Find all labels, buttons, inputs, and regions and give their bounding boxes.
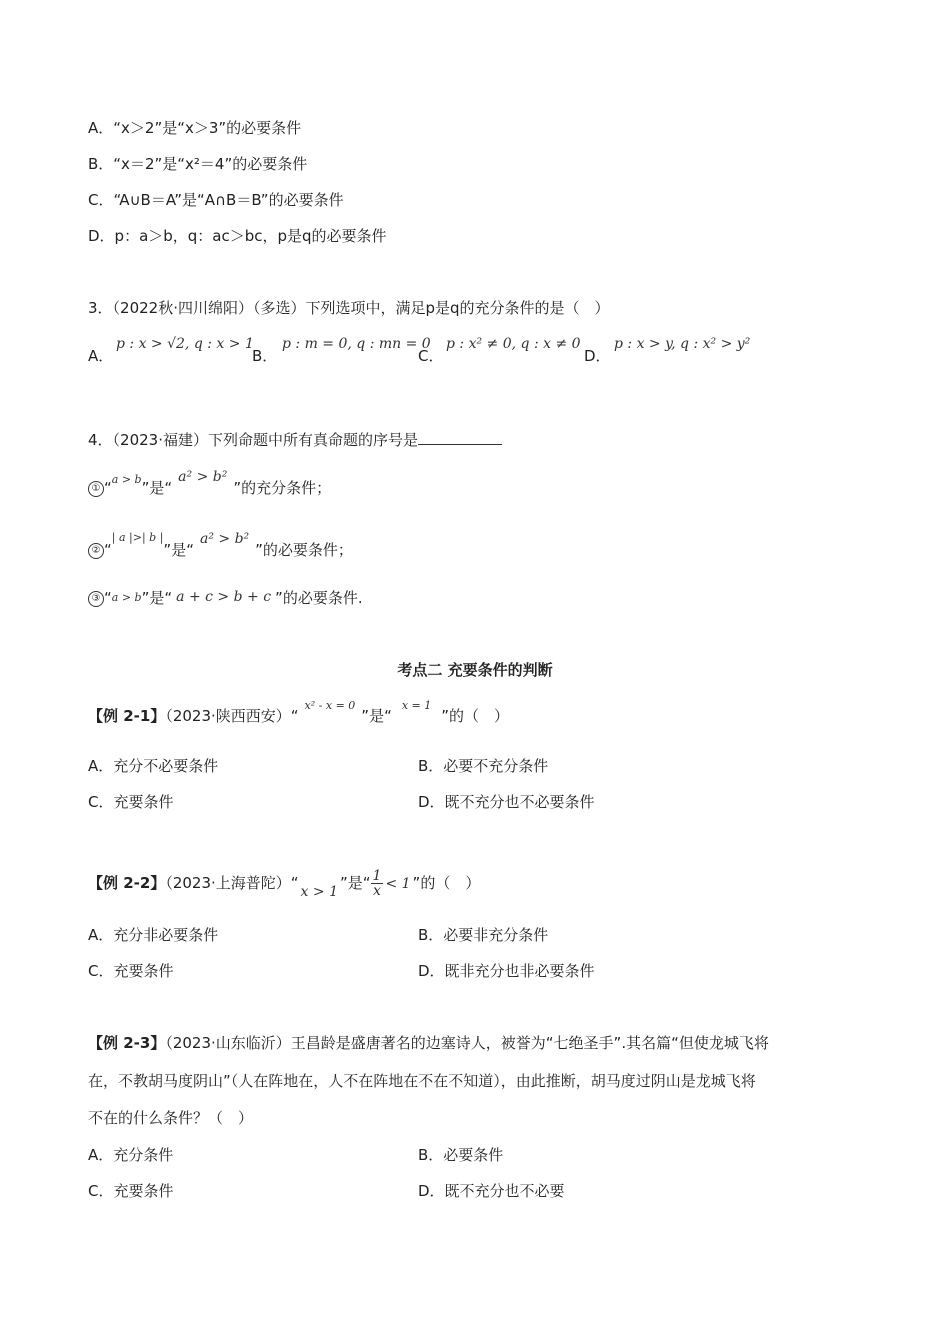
item-number: ②	[88, 543, 104, 559]
q3-option-d-math: p : x > y, q : x² > y²	[614, 336, 751, 352]
math-a-plus-c: a + c > b + c	[176, 589, 272, 605]
connector-text: ”是“	[339, 874, 371, 892]
example-2-2-option-c: C．充要条件	[88, 962, 174, 980]
connector-text: 是“	[149, 479, 173, 497]
example-2-1-option-a: A．充分不必要条件	[88, 757, 219, 775]
q3-option-d-label: D．	[584, 347, 611, 365]
example-2-3-option-a: A．充分条件	[88, 1146, 174, 1164]
math-lt-1: < 1	[385, 876, 411, 892]
example-2-3-option-b: B．必要条件	[418, 1146, 504, 1164]
q2-option-b: B．“x＝2”是“x²＝4”的必要条件	[88, 155, 308, 173]
example-2-1-option-c: C．充要条件	[88, 793, 174, 811]
q3-option-c-math: p : x² ≠ 0, q : x ≠ 0	[446, 336, 581, 352]
q2-option-d: D．p：a＞b，q：ac＞bc，p是q的必要条件	[88, 227, 387, 245]
example-2-2-option-a: A．充分非必要条件	[88, 926, 219, 944]
item-number: ③	[88, 591, 104, 607]
example-2-2-option-d: D．既非充分也非必要条件	[418, 962, 595, 980]
example-2-2-stem	[88, 860, 480, 907]
q4-item-2: ② “$^{| a |>| b |}$”是“a² > b²”的必要条件；	[88, 540, 353, 562]
q2-option-a: A．“x＞2”是“x＞3”的必要条件	[88, 119, 302, 137]
question-end: ”的（ ）	[441, 707, 510, 725]
question-end: ”的（ ）	[412, 874, 481, 892]
example-2-3-option-c: C．充要条件	[88, 1182, 174, 1200]
source-text: （2023·陕西西安）“	[165, 707, 299, 725]
condition-text: ”的必要条件；	[255, 541, 353, 559]
source-text: （2023·上海普陀）“	[165, 874, 299, 892]
item-number: ①	[88, 481, 104, 497]
q3-option-a-label: A．	[88, 347, 114, 365]
section-title: 考点二 充要条件的判断	[397, 661, 553, 679]
math-x2-minus-x: x² - x = 0	[304, 699, 356, 712]
q3-option-a-math: p : x > √2, q : x > 1	[116, 336, 254, 352]
q4-stem-text: 4．（2023·福建）下列命题中所有真命题的序号是	[88, 431, 418, 449]
q4-item-3: ③ “a > b”是“ a + c > b + c ”的必要条件.	[88, 588, 363, 610]
example-2-2-option-b: B．必要非充分条件	[418, 926, 549, 944]
math-x-gt-1: x > 1	[300, 884, 338, 900]
fraction-numerator: 1	[372, 868, 382, 884]
connector-text: 是“	[171, 541, 194, 559]
example-2-1-option-d: D．既不充分也不必要条件	[418, 793, 595, 811]
math-a2-gt-b2: a² > b²	[199, 531, 250, 547]
math-a-gt-b: a > b	[111, 473, 142, 486]
math-x-eq-1: x = 1	[401, 699, 432, 712]
q3-option-b-math: p : m = 0, q : mn = 0	[282, 336, 431, 352]
example-2-3-line-3: 不在的什么条件？（ ）	[88, 1109, 254, 1127]
math-a-gt-b: a > b	[111, 591, 142, 604]
q4-item-1: ① “$^{a > b}$”是“a² > b²”的充分条件；	[88, 478, 331, 500]
example-label: 【例 2-2】	[88, 874, 166, 892]
fraction-denominator: x	[373, 883, 381, 899]
math-fraction	[371, 869, 384, 898]
q4-stem	[88, 430, 502, 450]
example-2-3-line-1	[88, 1033, 769, 1053]
example-2-3-line-2: 在，不教胡马度阴山”（人在阵地在，人不在阵地在不在不知道），由此推断，胡马度过阴山是龙城飞将	[88, 1072, 756, 1090]
q3-stem: 3．（2022秋·四川绵阳）（多选）下列选项中，满足p是q的充分条件的是（ ）	[88, 299, 610, 317]
math-a2-gt-b2: a² > b²	[178, 469, 228, 485]
question-text: （2023·山东临沂）王昌龄是盛唐著名的边塞诗人，被誉为“七绝圣手”.其名篇“但使龙城飞将	[165, 1034, 769, 1052]
q3-option-c-label: C．	[418, 347, 444, 365]
example-2-1-option-b: B．必要不充分条件	[418, 757, 549, 775]
q2-option-c: C．“A∪B＝A”是“A∩B＝B”的必要条件	[88, 191, 344, 209]
example-label: 【例 2-3】	[88, 1034, 166, 1052]
example-label: 【例 2-1】	[88, 707, 166, 725]
example-2-3-option-d: D．既不充分也不必要	[418, 1182, 565, 1200]
math-abs-a-gt-abs-b: | a |>| b |	[111, 531, 164, 544]
condition-text: ”的必要条件.	[275, 589, 363, 607]
condition-text: ”的充分条件；	[233, 479, 332, 497]
connector-text: ”是“	[361, 707, 392, 725]
q3-option-b-label: B．	[252, 347, 278, 365]
connector-text: 是“	[149, 589, 173, 607]
example-2-1-stem	[88, 699, 510, 728]
answer-blank[interactable]	[418, 430, 502, 445]
